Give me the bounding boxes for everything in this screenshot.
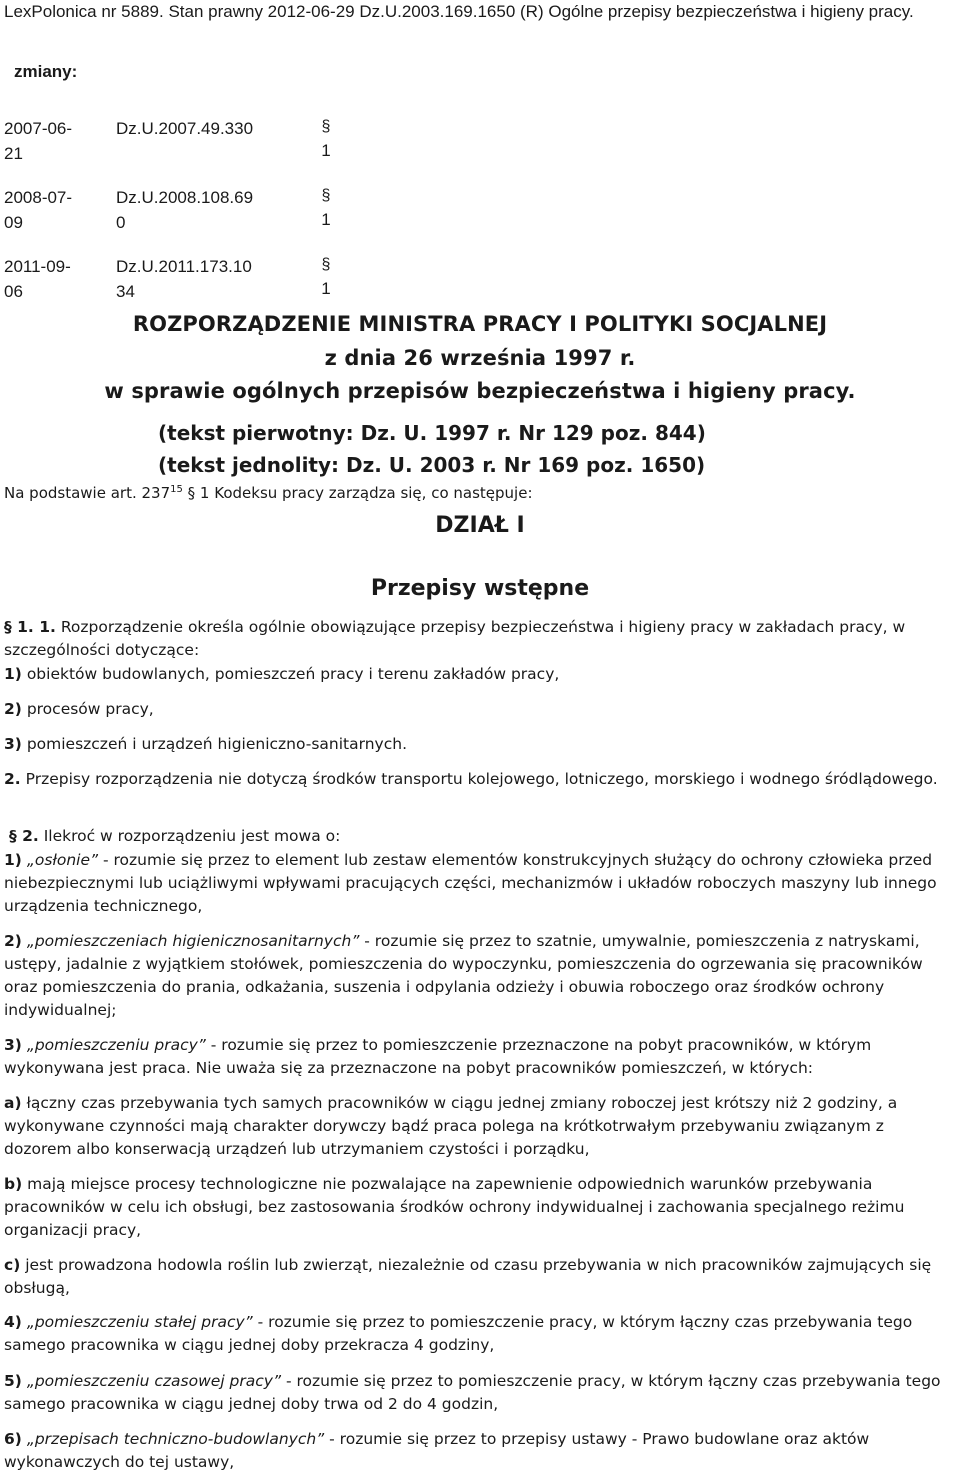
definition-item: 5) „pomieszczeniu czasowej pracy” - rozumie się przez to pomieszczenie pracy, w którym łączny czas przebywania tego samego pracownika w ciągu jednej doby trwa od 2 do 4 godzin, <box>4 1372 941 1413</box>
act-date: z dnia 26 września 1997 r. <box>324 346 636 370</box>
act-subject: w sprawie ogólnych przepisów bezpieczeństwa i higieny pracy. <box>104 379 856 403</box>
change-ref-2: 0 <box>116 213 126 232</box>
list-item: 2) procesów pracy, <box>4 700 154 718</box>
section-name: Przepisy wstępne <box>370 576 590 601</box>
definition-item: 1) „osłonie” - rozumie się przez to element lub zestaw elementów konstrukcyjnych służący do ochrony człowieka przed niebezpiecznymi lub uciążliwymi wpływami pracujących części, mechanizmów i układów roboczych maszyny lub innego urządzenia technicznego, <box>4 851 937 915</box>
paragraph-1-2: 2. Przepisy rozporządzenia nie dotyczą środków transportu kolejowego, lotniczego, morskiego i wodnego śródlądowego. <box>4 770 938 788</box>
superscript: 15 <box>170 484 183 495</box>
change-date-2: 06 <box>4 282 23 301</box>
change-ref[interactable]: Dz.U.2008.108.69 <box>116 188 254 207</box>
section-heading: DZIAŁ I <box>435 513 525 538</box>
consolidated-text-ref: (tekst jednolity: Dz. U. 2003 r. Nr 169 poz. 1650) <box>158 453 706 477</box>
section-sign: § <box>321 187 331 204</box>
change-date: 2011-09- <box>4 257 71 276</box>
act-title: ROZPORZĄDZENIE MINISTRA PRACY I POLITYKI SOCJALNEJ <box>132 312 828 336</box>
paragraph-2: § 2. Ilekroć w rozporządzeniu jest mowa o: <box>8 827 341 845</box>
sub-item: c) jest prowadzona hodowla roślin lub zwierząt, niezależnie od czasu przebywania w nich pracowników zajmujących się obsługą, <box>4 1256 932 1297</box>
change-num: 1 <box>321 141 331 160</box>
change-date-2: 09 <box>4 213 23 232</box>
change-date: 2007-06- <box>4 119 73 138</box>
changes-label: zmiany: <box>14 62 78 81</box>
list-item: 1) obiektów budowlanych, pomieszczeń pracy i terenu zakładów pracy, <box>4 665 560 683</box>
change-ref[interactable]: Dz.U.2007.49.330 <box>116 119 254 138</box>
sub-item: b) mają miejsce procesy technologiczne nie pozwalające na zapewnienie odpowiednich warunków przebywania pracowników w celu ich obsługi, bez zastosowania środków ochrony indywidualnej i zachowania specjalnego reżimu organizacji pracy, <box>4 1175 905 1239</box>
section-sign: § <box>321 256 331 273</box>
list-item: 3) pomieszczeń i urządzeń higieniczno-sanitarnych. <box>4 735 407 753</box>
original-text-ref: (tekst pierwotny: Dz. U. 1997 r. Nr 129 poz. 844) <box>158 421 706 445</box>
change-num: 1 <box>321 210 331 229</box>
definition-item: 2) „pomieszczeniach higienicznosanitarnych” - rozumie się przez to szatnie, umywalnie, pomieszczenia z natryskami, ustępy, jadalnie z wyjątkiem stołówek, pomieszczenia do wypoczynku, pomieszczenia do ogrzewania się pracowników oraz pomieszczenia do prania, odkażania, suszenia i odpylania odzieży i obuwia roboczego oraz środków ochrony indywidualnej; <box>4 932 923 1019</box>
change-ref-2: 34 <box>116 282 135 301</box>
definition-item: 4) „pomieszczeniu stałej pracy” - rozumie się przez to pomieszczenie pracy, w którym łączny czas przebywania tego samego pracownika w ciągu jednej doby przekracza 4 godziny, <box>4 1313 913 1354</box>
sub-item: a) łączny czas przebywania tych samych pracowników w ciągu jednej zmiany roboczej jest krótszy niż 2 godziny, a wykonywane czynności mają charakter dorywczy bądź praca polega na krótkotrwałym przebywaniu związanym z dozorem albo konserwacją urządzeń lub utrzymaniem czystości i porządku, <box>4 1094 898 1158</box>
legal-basis: Na podstawie art. $237^{15}$ § 1 Kodeksu pracy zarządza się, co następuje: <box>4 484 533 502</box>
definition-item: 6) „przepisach techniczno-budowlanych” - rozumie się przez to przepisy ustawy - Prawo budowlane oraz aktów wykonawczych do tej ustawy, <box>4 1430 870 1471</box>
change-date: 2008-07- <box>4 188 73 207</box>
section-sign: § <box>321 118 331 135</box>
document-header: LexPolonica nr 5889. Stan prawny 2012-06-29 Dz.U.2003.169.1650 (R) Ogólne przepisy bezpieczeństwa i higieny pracy. <box>4 2 914 21</box>
change-ref[interactable]: Dz.U.2011.173.10 <box>116 257 252 276</box>
definition-item: 3) „pomieszczeniu pracy” - rozumie się przez to pomieszczenie przeznaczone na pobyt pracowników, w którym wykonywana jest praca. Nie uważa się za przeznaczone na pobyt pracowników pomieszczeń, w których: <box>4 1036 872 1077</box>
change-date-2: 21 <box>4 144 23 163</box>
paragraph-1: § 1. 1. Rozporządzenie określa ogólnie obowiązujące przepisy bezpieczeństwa i higieny pracy w zakładach pracy, w szczególności dotyczące: <box>4 618 906 659</box>
change-num: 1 <box>321 279 331 298</box>
